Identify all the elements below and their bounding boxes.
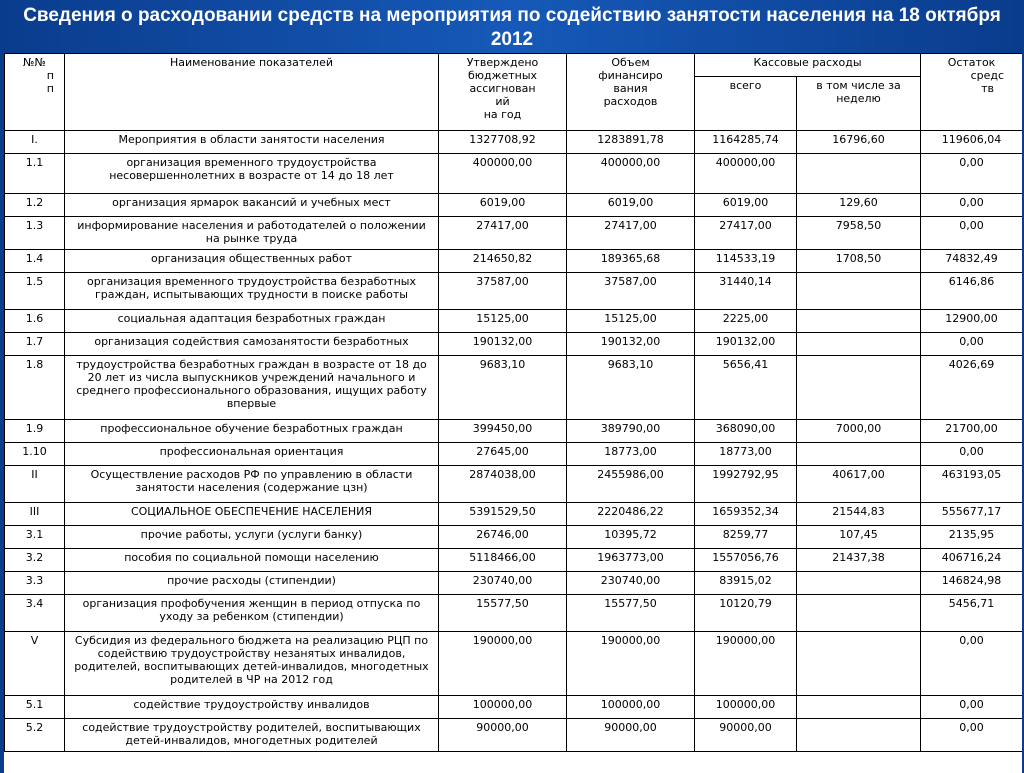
row-cash-total: 90000,00 (695, 719, 797, 752)
row-number: III (5, 503, 65, 526)
table-row (5, 194, 1023, 217)
row-volume: 389790,00 (567, 420, 695, 443)
row-name: социальная адаптация безработных граждан (65, 310, 439, 333)
row-number: 1.5 (5, 273, 65, 310)
row-cash-week: 21544,83 (797, 503, 921, 526)
header-rest-a: Остаток (947, 56, 996, 69)
row-approved: 190132,00 (439, 333, 567, 356)
table-row (5, 310, 1023, 333)
row-rest: 0,00 (921, 194, 1022, 217)
header-approved-d: ий (495, 95, 510, 108)
header-approved-e: на год (483, 108, 522, 121)
table-row (5, 131, 1023, 154)
row-cash-week: 21437,38 (797, 549, 921, 572)
table-row (5, 526, 1023, 549)
row-name: трудоустройства безработных граждан в возрасте от 18 до 20 лет из числа выпускников учреждений начального и среднего профессионального образования, ищущих работу впервые (65, 356, 439, 420)
row-rest: 555677,17 (921, 503, 1022, 526)
row-cash-total: 114533,19 (695, 250, 797, 273)
row-rest: 0,00 (921, 217, 1022, 250)
header-number (5, 54, 65, 131)
row-name: организация профобучения женщин в период отпуска по уходу за ребенком (стипендии) (65, 595, 439, 632)
row-number: II (5, 466, 65, 503)
header-approved (439, 54, 567, 131)
row-rest: 0,00 (921, 719, 1022, 752)
row-approved: 6019,00 (439, 194, 567, 217)
row-cash-week: 7000,00 (797, 420, 921, 443)
row-name: профессиональное обучение безработных граждан (65, 420, 439, 443)
row-name: информирование населения и работодателей о положении на рынке труда (65, 217, 439, 250)
table-row (5, 443, 1023, 466)
row-cash-total: 31440,14 (695, 273, 797, 310)
table-row (5, 696, 1023, 719)
table-row (5, 549, 1023, 572)
row-approved: 15577,50 (439, 595, 567, 632)
row-cash-total: 1164285,74 (695, 131, 797, 154)
row-approved: 5118466,00 (439, 549, 567, 572)
row-rest: 4026,69 (921, 356, 1022, 420)
header-cash-week-a: в том числе за (816, 79, 901, 92)
header-number-b: п (46, 69, 54, 82)
row-rest: 463193,05 (921, 466, 1022, 503)
row-rest: 21700,00 (921, 420, 1022, 443)
row-name: прочие работы, услуги (услуги банку) (65, 526, 439, 549)
row-rest: 0,00 (921, 696, 1022, 719)
row-cash-week: 1708,50 (797, 250, 921, 273)
row-number: V (5, 632, 65, 696)
row-approved: 15125,00 (439, 310, 567, 333)
row-rest: 119606,04 (921, 131, 1022, 154)
row-rest: 406716,24 (921, 549, 1022, 572)
row-number: 1.9 (5, 420, 65, 443)
row-cash-total: 1659352,34 (695, 503, 797, 526)
row-cash-total: 190000,00 (695, 632, 797, 696)
row-approved: 2874038,00 (439, 466, 567, 503)
row-cash-total: 400000,00 (695, 154, 797, 194)
row-number: 3.4 (5, 595, 65, 632)
row-number: 5.2 (5, 719, 65, 752)
row-number: I. (5, 131, 65, 154)
row-approved: 90000,00 (439, 719, 567, 752)
row-volume: 15125,00 (567, 310, 695, 333)
row-cash-total: 190132,00 (695, 333, 797, 356)
row-cash-total: 27417,00 (695, 217, 797, 250)
row-name: Осуществление расходов РФ по управлению в области занятости населения (содержание цзн) (65, 466, 439, 503)
row-name: СОЦИАЛЬНОЕ ОБЕСПЕЧЕНИЕ НАСЕЛЕНИЯ (65, 503, 439, 526)
row-number: 1.2 (5, 194, 65, 217)
header-approved-a: Утверждено (466, 56, 539, 69)
row-cash-week (797, 310, 921, 333)
row-cash-week (797, 356, 921, 420)
header-name: Наименование показателей (65, 54, 439, 131)
row-volume: 90000,00 (567, 719, 695, 752)
row-rest: 0,00 (921, 154, 1022, 194)
row-name: организация временного трудоустройства несовершеннолетних в возрасте от 14 до 18 лет (65, 154, 439, 194)
row-volume: 2455986,00 (567, 466, 695, 503)
row-approved: 399450,00 (439, 420, 567, 443)
row-name: прочие расходы (стипендии) (65, 572, 439, 595)
table-row (5, 250, 1023, 273)
row-rest: 5456,71 (921, 595, 1022, 632)
row-cash-week (797, 273, 921, 310)
row-volume: 37587,00 (567, 273, 695, 310)
row-rest: 74832,49 (921, 250, 1022, 273)
header-approved-b: бюджетных (467, 69, 538, 82)
table-row (5, 217, 1023, 250)
row-volume: 2220486,22 (567, 503, 695, 526)
row-cash-total: 2225,00 (695, 310, 797, 333)
row-cash-total: 100000,00 (695, 696, 797, 719)
row-rest: 146824,98 (921, 572, 1022, 595)
header-approved-c: ассигнован (469, 82, 536, 95)
table-row (5, 356, 1023, 420)
row-cash-week (797, 572, 921, 595)
row-rest: 12900,00 (921, 310, 1022, 333)
row-name: организация ярмарок вакансий и учебных мест (65, 194, 439, 217)
row-name: пособия по социальной помощи населению (65, 549, 439, 572)
table-row (5, 466, 1023, 503)
row-approved: 1327708,92 (439, 131, 567, 154)
row-number: 1.4 (5, 250, 65, 273)
row-number: 3.3 (5, 572, 65, 595)
row-approved: 400000,00 (439, 154, 567, 194)
row-number: 1.6 (5, 310, 65, 333)
row-volume: 1963773,00 (567, 549, 695, 572)
row-cash-total: 8259,77 (695, 526, 797, 549)
row-cash-week (797, 154, 921, 194)
table-body (5, 131, 1023, 752)
row-number: 1.8 (5, 356, 65, 420)
row-approved: 190000,00 (439, 632, 567, 696)
row-cash-week: 16796,60 (797, 131, 921, 154)
header-cash-total: всего (695, 77, 797, 131)
row-volume: 190000,00 (567, 632, 695, 696)
row-approved: 27417,00 (439, 217, 567, 250)
row-number: 1.7 (5, 333, 65, 356)
row-number: 1.3 (5, 217, 65, 250)
row-cash-week (797, 719, 921, 752)
table-row (5, 503, 1023, 526)
row-cash-total: 368090,00 (695, 420, 797, 443)
table-row (5, 632, 1023, 696)
row-name: Мероприятия в области занятости населения (65, 131, 439, 154)
row-number: 1.10 (5, 443, 65, 466)
row-name: организация общественных работ (65, 250, 439, 273)
row-cash-week: 40617,00 (797, 466, 921, 503)
row-cash-total: 10120,79 (695, 595, 797, 632)
header-volume-d: расходов (603, 95, 658, 108)
row-cash-week: 129,60 (797, 194, 921, 217)
row-approved: 5391529,50 (439, 503, 567, 526)
row-approved: 26746,00 (439, 526, 567, 549)
row-rest: 2135,95 (921, 526, 1022, 549)
row-volume: 400000,00 (567, 154, 695, 194)
row-approved: 230740,00 (439, 572, 567, 595)
row-approved: 9683,10 (439, 356, 567, 420)
row-volume: 10395,72 (567, 526, 695, 549)
row-name: содействие трудоустройству родителей, воспитывающих детей-инвалидов, многодетных родителей (65, 719, 439, 752)
row-volume: 9683,10 (567, 356, 695, 420)
row-cash-total: 1992792,95 (695, 466, 797, 503)
header-number-a: №№ (23, 56, 46, 69)
row-volume: 27417,00 (567, 217, 695, 250)
row-cash-total: 5656,41 (695, 356, 797, 420)
table-row (5, 154, 1023, 194)
row-approved: 27645,00 (439, 443, 567, 466)
row-cash-week (797, 632, 921, 696)
row-name: содействие трудоустройству инвалидов (65, 696, 439, 719)
row-cash-total: 6019,00 (695, 194, 797, 217)
row-cash-week: 7958,50 (797, 217, 921, 250)
header-number-c: п (46, 82, 54, 95)
row-cash-week: 107,45 (797, 526, 921, 549)
row-volume: 230740,00 (567, 572, 695, 595)
header-volume-b: финансиро (598, 69, 663, 82)
row-name: организация временного трудоустройства безработных граждан, испытывающих трудности в поиске работы (65, 273, 439, 310)
table-row (5, 719, 1023, 752)
header-rest-c: тв (981, 82, 995, 95)
row-name: организация содействия самозанятости безработных (65, 333, 439, 356)
row-number: 5.1 (5, 696, 65, 719)
expenditure-table (4, 53, 1022, 752)
row-rest: 0,00 (921, 443, 1022, 466)
row-volume: 190132,00 (567, 333, 695, 356)
header-volume-c: вания (613, 82, 648, 95)
header-rest-b: средс (970, 69, 1005, 82)
row-volume: 18773,00 (567, 443, 695, 466)
row-name: профессиональная ориентация (65, 443, 439, 466)
table-row (5, 333, 1023, 356)
row-cash-week (797, 333, 921, 356)
page-title: Сведения о расходовании средств на мероприятия по содействию занятости населения на 18 октября 2012 (23, 5, 1001, 50)
row-volume: 6019,00 (567, 194, 695, 217)
table-row (5, 273, 1023, 310)
row-number: 3.2 (5, 549, 65, 572)
header-rest (921, 54, 1022, 131)
expenditure-sheet (4, 53, 1022, 773)
row-cash-total: 1557056,76 (695, 549, 797, 572)
header-cash-week-b: неделю (836, 92, 881, 105)
row-approved: 214650,82 (439, 250, 567, 273)
row-cash-week (797, 443, 921, 466)
row-cash-week (797, 595, 921, 632)
row-volume: 1283891,78 (567, 131, 695, 154)
header-volume (567, 54, 695, 131)
header-volume-a: Объем (611, 56, 650, 69)
row-volume: 100000,00 (567, 696, 695, 719)
row-approved: 100000,00 (439, 696, 567, 719)
row-number: 1.1 (5, 154, 65, 194)
row-rest: 0,00 (921, 632, 1022, 696)
row-number: 3.1 (5, 526, 65, 549)
row-rest: 0,00 (921, 333, 1022, 356)
row-rest: 6146,86 (921, 273, 1022, 310)
table-row (5, 420, 1023, 443)
row-cash-week (797, 696, 921, 719)
table-row (5, 595, 1023, 632)
table-row (5, 572, 1023, 595)
row-approved: 37587,00 (439, 273, 567, 310)
header-cash: Кассовые расходы (695, 54, 921, 77)
row-cash-total: 18773,00 (695, 443, 797, 466)
row-volume: 189365,68 (567, 250, 695, 273)
row-cash-total: 83915,02 (695, 572, 797, 595)
row-volume: 15577,50 (567, 595, 695, 632)
row-name: Субсидия из федерального бюджета на реализацию РЦП по содействию трудоустройству незанятых инвалидов, родителей, воспитывающих детей-инвалидов, многодетных родителей в ЧР на 2012 год (65, 632, 439, 696)
header-cash-week (797, 77, 921, 131)
